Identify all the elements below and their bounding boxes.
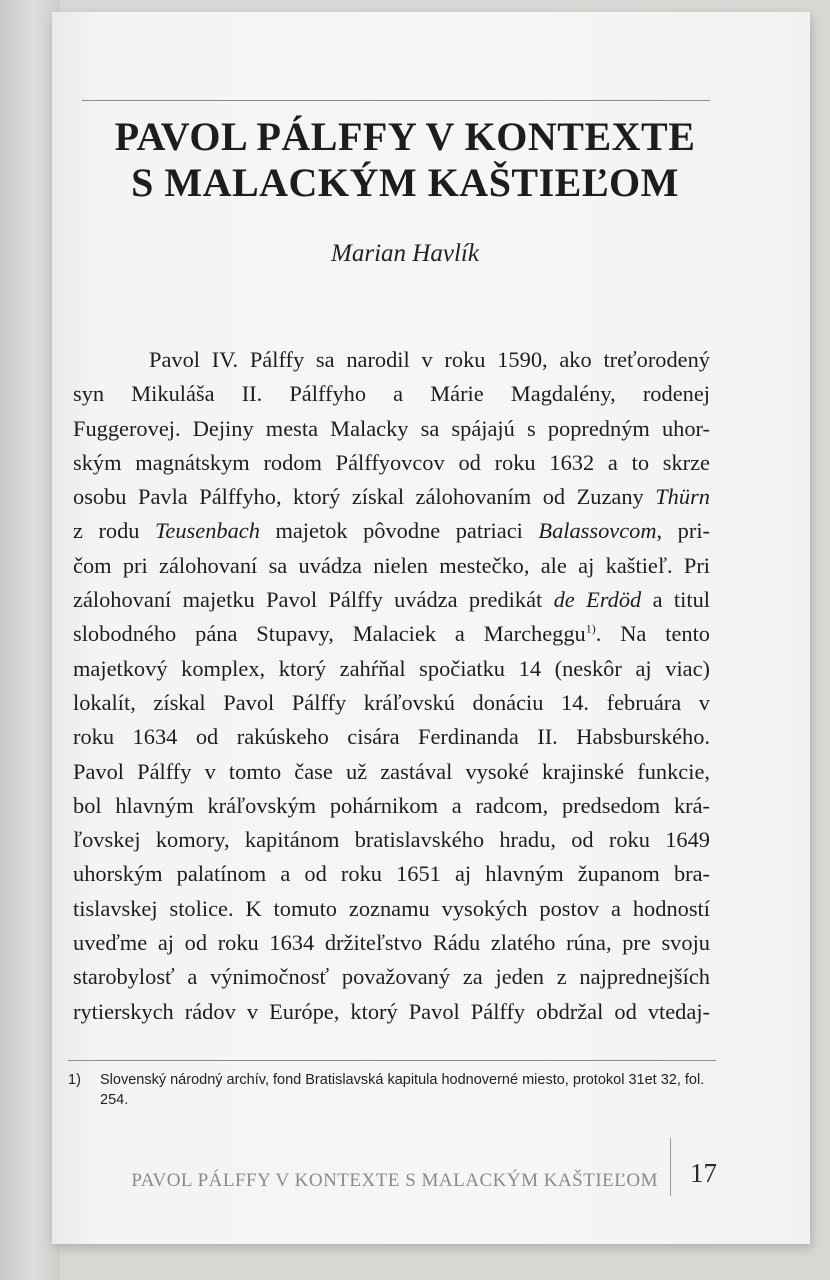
footnote-number: 1) <box>68 1072 81 1088</box>
body-line: Fuggerovej. Dejiny mesta Malacky sa spájajú s popredným uhor- <box>73 415 710 441</box>
body-line: uhorským palatínom a od roku 1651 aj hlavným županom bra- <box>73 861 710 887</box>
italic-predicate: de Erdöd <box>553 587 642 613</box>
body-line: Pavol Pálffy v tomto čase už zastával vysoké krajinské funkcie, <box>73 758 710 784</box>
body-line: bol hlavným kráľovským pohárnikom a radcom, predsedom krá- <box>73 792 710 818</box>
italic-name: Thürn <box>655 484 710 510</box>
article-title <box>60 114 750 206</box>
body-line: Pavol IV. Pálffy sa narodil v roku 1590, ako treťorodený <box>149 347 710 372</box>
italic-name: Teusenbach <box>155 518 260 544</box>
body-line: osobu Pavla Pálffyho, ktorý získal zálohovaním od Zuzany Thürn <box>73 484 710 510</box>
body-line: lokalít, získal Pavol Pálffy kráľovskú donáciu 14. februára v <box>73 689 710 715</box>
body-line: starobylosť a výnimočnosť považovaný za jeden z najprednejších <box>73 964 710 990</box>
italic-name: Balassovcom <box>538 518 657 544</box>
footnote-rule <box>68 1060 716 1061</box>
body-line: z rodu Teusenbach majetok pôvodne patriaci Balassovcom, pri- <box>73 518 710 544</box>
footnote-marker: 1) <box>585 621 596 636</box>
body-paragraph <box>73 343 710 1029</box>
footnote-text: Slovenský národný archív, fond Bratislavská kapitula hodnoverné miesto, protokol 31et 32, fol. 254. <box>100 1072 705 1108</box>
body-line: ským magnátskym rodom Pálffyovcov od roku 1632 a to skrze <box>73 449 710 475</box>
running-head: PAVOL PÁLFFY V KONTEXTE S MALACKÝM KAŠTIEĽOM <box>131 1170 658 1191</box>
body-line: roku 1634 od rakúskeho cisára Ferdinanda II. Habsburského. <box>73 724 710 750</box>
body-line: tislavskej stolice. K tomuto zoznamu vysokých postov a hodností <box>73 895 710 921</box>
body-line: syn Mikuláša II. Pálffyho a Márie Magdalény, rodenej <box>73 381 710 407</box>
title-line-2: S MALACKÝM KAŠTIEĽOM <box>131 160 679 205</box>
body-line: majetkový komplex, ktorý zahŕňal spočiatku 14 (neskôr aj viac) <box>73 655 710 681</box>
body-line: rytierskych rádov v Európe, ktorý Pavol Pálffy obdržal od vtedaj- <box>73 998 710 1024</box>
body-line: ľovskej komory, kapitánom bratislavského hradu, od roku 1649 <box>73 827 710 853</box>
footer-divider <box>670 1138 671 1196</box>
author-name: Marian Havlík <box>331 240 479 267</box>
facing-page-edge <box>0 0 60 1280</box>
header-rule <box>82 100 710 101</box>
body-line: zálohovaní majetku Pavol Pálffy uvádza predikát de Erdöd a titul <box>73 587 710 613</box>
body-line: čom pri zálohovaní sa uvádza nielen mestečko, ale aj kaštieľ. Pri <box>73 552 710 578</box>
page-number: 17 <box>690 1158 717 1188</box>
body-line: uveďme aj od roku 1634 držiteľstvo Rádu zlatého rúna, pre svoju <box>73 930 710 956</box>
title-line-1: PAVOL PÁLFFY V KONTEXTE <box>114 114 696 159</box>
body-line: slobodného pána Stupavy, Malaciek a Marcheggu$^{1)}$. Na tento <box>73 621 711 647</box>
